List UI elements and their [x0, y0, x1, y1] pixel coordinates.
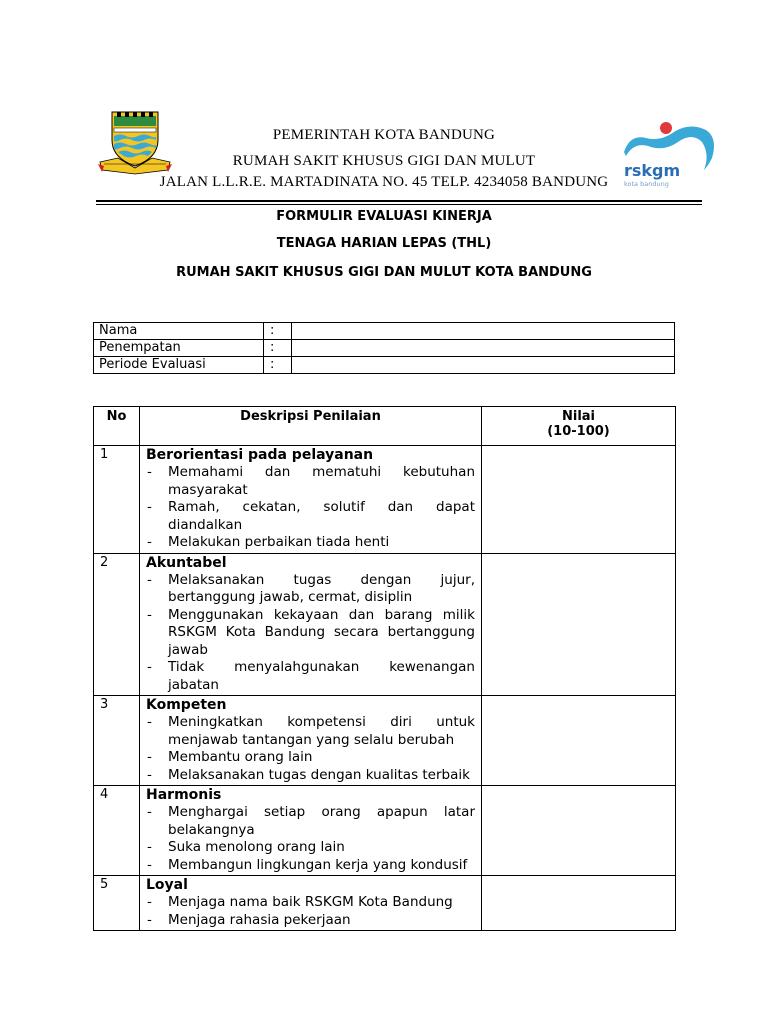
criteria-category: Harmonis: [146, 787, 222, 803]
criteria-item: - Suka menolong orang lain: [146, 839, 475, 857]
criteria-list: [146, 464, 475, 552]
identity-label: Nama: [94, 323, 264, 340]
criteria-item: - Membantu orang lain: [146, 749, 475, 767]
criteria-category: Berorientasi pada pelayanan: [146, 447, 374, 463]
letterhead-government: PEMERINTAH KOTA BANDUNG: [272, 127, 496, 143]
table-row: [94, 446, 676, 554]
letterhead-rule-thick: [96, 200, 702, 202]
table-row: [94, 786, 676, 876]
identity-table: [93, 322, 675, 374]
criteria-item: - Menjaga nama baik RSKGM Kota Bandung: [146, 894, 475, 912]
score-cell[interactable]: [482, 553, 676, 696]
identity-separator: :: [264, 357, 292, 374]
row-number: 5: [94, 876, 140, 931]
table-row: [94, 553, 676, 696]
row-number: 1: [94, 446, 140, 554]
criteria-category: Kompeten: [146, 697, 227, 713]
identity-row: [94, 357, 675, 374]
header-score-range: (10-100): [547, 424, 610, 439]
score-cell[interactable]: [482, 696, 676, 786]
criteria-item: - Memahami dan mematuhi kebutuhan masyarakat: [146, 464, 475, 499]
criteria-item: - Melakukan perbaikan tiada henti: [146, 534, 475, 552]
identity-row: [94, 340, 675, 357]
row-number: 4: [94, 786, 140, 876]
header-description: Deskripsi Penilaian: [140, 407, 482, 446]
table-header-row: [94, 407, 676, 446]
criteria-list: [146, 894, 475, 929]
evaluation-table: [93, 406, 676, 931]
identity-separator: :: [264, 340, 292, 357]
table-row: [94, 876, 676, 931]
letterhead-hospital: RUMAH SAKIT KHUSUS GIGI DAN MULUT: [232, 153, 536, 169]
form-institution: RUMAH SAKIT KHUSUS GIGI DAN MULUT KOTA BANDUNG: [176, 265, 592, 280]
letterhead-address: JALAN L.L.R.E. MARTADINATA NO. 45 TELP. 4234058 BANDUNG: [159, 174, 609, 190]
criteria-item: - Melaksanakan tugas dengan jujur, bertanggung jawab, cermat, disiplin: [146, 572, 475, 607]
criteria-list: [146, 714, 475, 784]
criteria-item: - Ramah, cekatan, solutif dan dapat diandalkan: [146, 499, 475, 534]
identity-value-field[interactable]: [292, 357, 675, 374]
score-cell[interactable]: [482, 446, 676, 554]
logo-text: rskgm: [624, 161, 681, 180]
header-score: [482, 407, 676, 446]
row-description: [140, 876, 482, 931]
criteria-item: - Meningkatkan kompetensi diri untuk menjawab tantangan yang selalu berubah: [146, 714, 475, 749]
criteria-list: [146, 572, 475, 695]
form-subtitle: TENAGA HARIAN LEPAS (THL): [276, 236, 492, 251]
row-description: [140, 553, 482, 696]
identity-row: [94, 323, 675, 340]
criteria-item: - Membangun lingkungan kerja yang kondusif: [146, 857, 475, 875]
row-description: [140, 446, 482, 554]
criteria-item: - Menjaga rahasia pekerjaan: [146, 912, 475, 930]
identity-label: Penempatan: [94, 340, 264, 357]
criteria-item: - Menggunakan kekayaan dan barang milik RSKGM Kota Bandung secara bertanggung jawab: [146, 607, 475, 660]
criteria-list: [146, 804, 475, 874]
identity-value-field[interactable]: [292, 323, 675, 340]
criteria-category: Loyal: [146, 877, 188, 893]
row-number: 3: [94, 696, 140, 786]
criteria-item: - Tidak menyalahgunakan kewenangan jabatan: [146, 659, 475, 694]
identity-value-field[interactable]: [292, 340, 675, 357]
row-number: 2: [94, 553, 140, 696]
criteria-category: Akuntabel: [146, 554, 227, 571]
identity-separator: :: [264, 323, 292, 340]
letterhead-rule-thin: [96, 204, 702, 205]
row-description: [140, 786, 482, 876]
logo-subtext: kota bandung: [624, 180, 669, 188]
identity-label: Periode Evaluasi: [94, 357, 264, 374]
table-row: [94, 696, 676, 786]
criteria-item: - Melaksanakan tugas dengan kualitas terbaik: [146, 767, 475, 785]
header-score-label: Nilai: [561, 409, 596, 424]
criteria-item: - Menghargai setiap orang apapun latar belakangnya: [146, 804, 475, 839]
score-cell[interactable]: [482, 786, 676, 876]
score-cell[interactable]: [482, 876, 676, 931]
form-title: FORMULIR EVALUASI KINERJA: [276, 209, 492, 224]
header-no: No: [94, 407, 140, 446]
row-description: [140, 696, 482, 786]
